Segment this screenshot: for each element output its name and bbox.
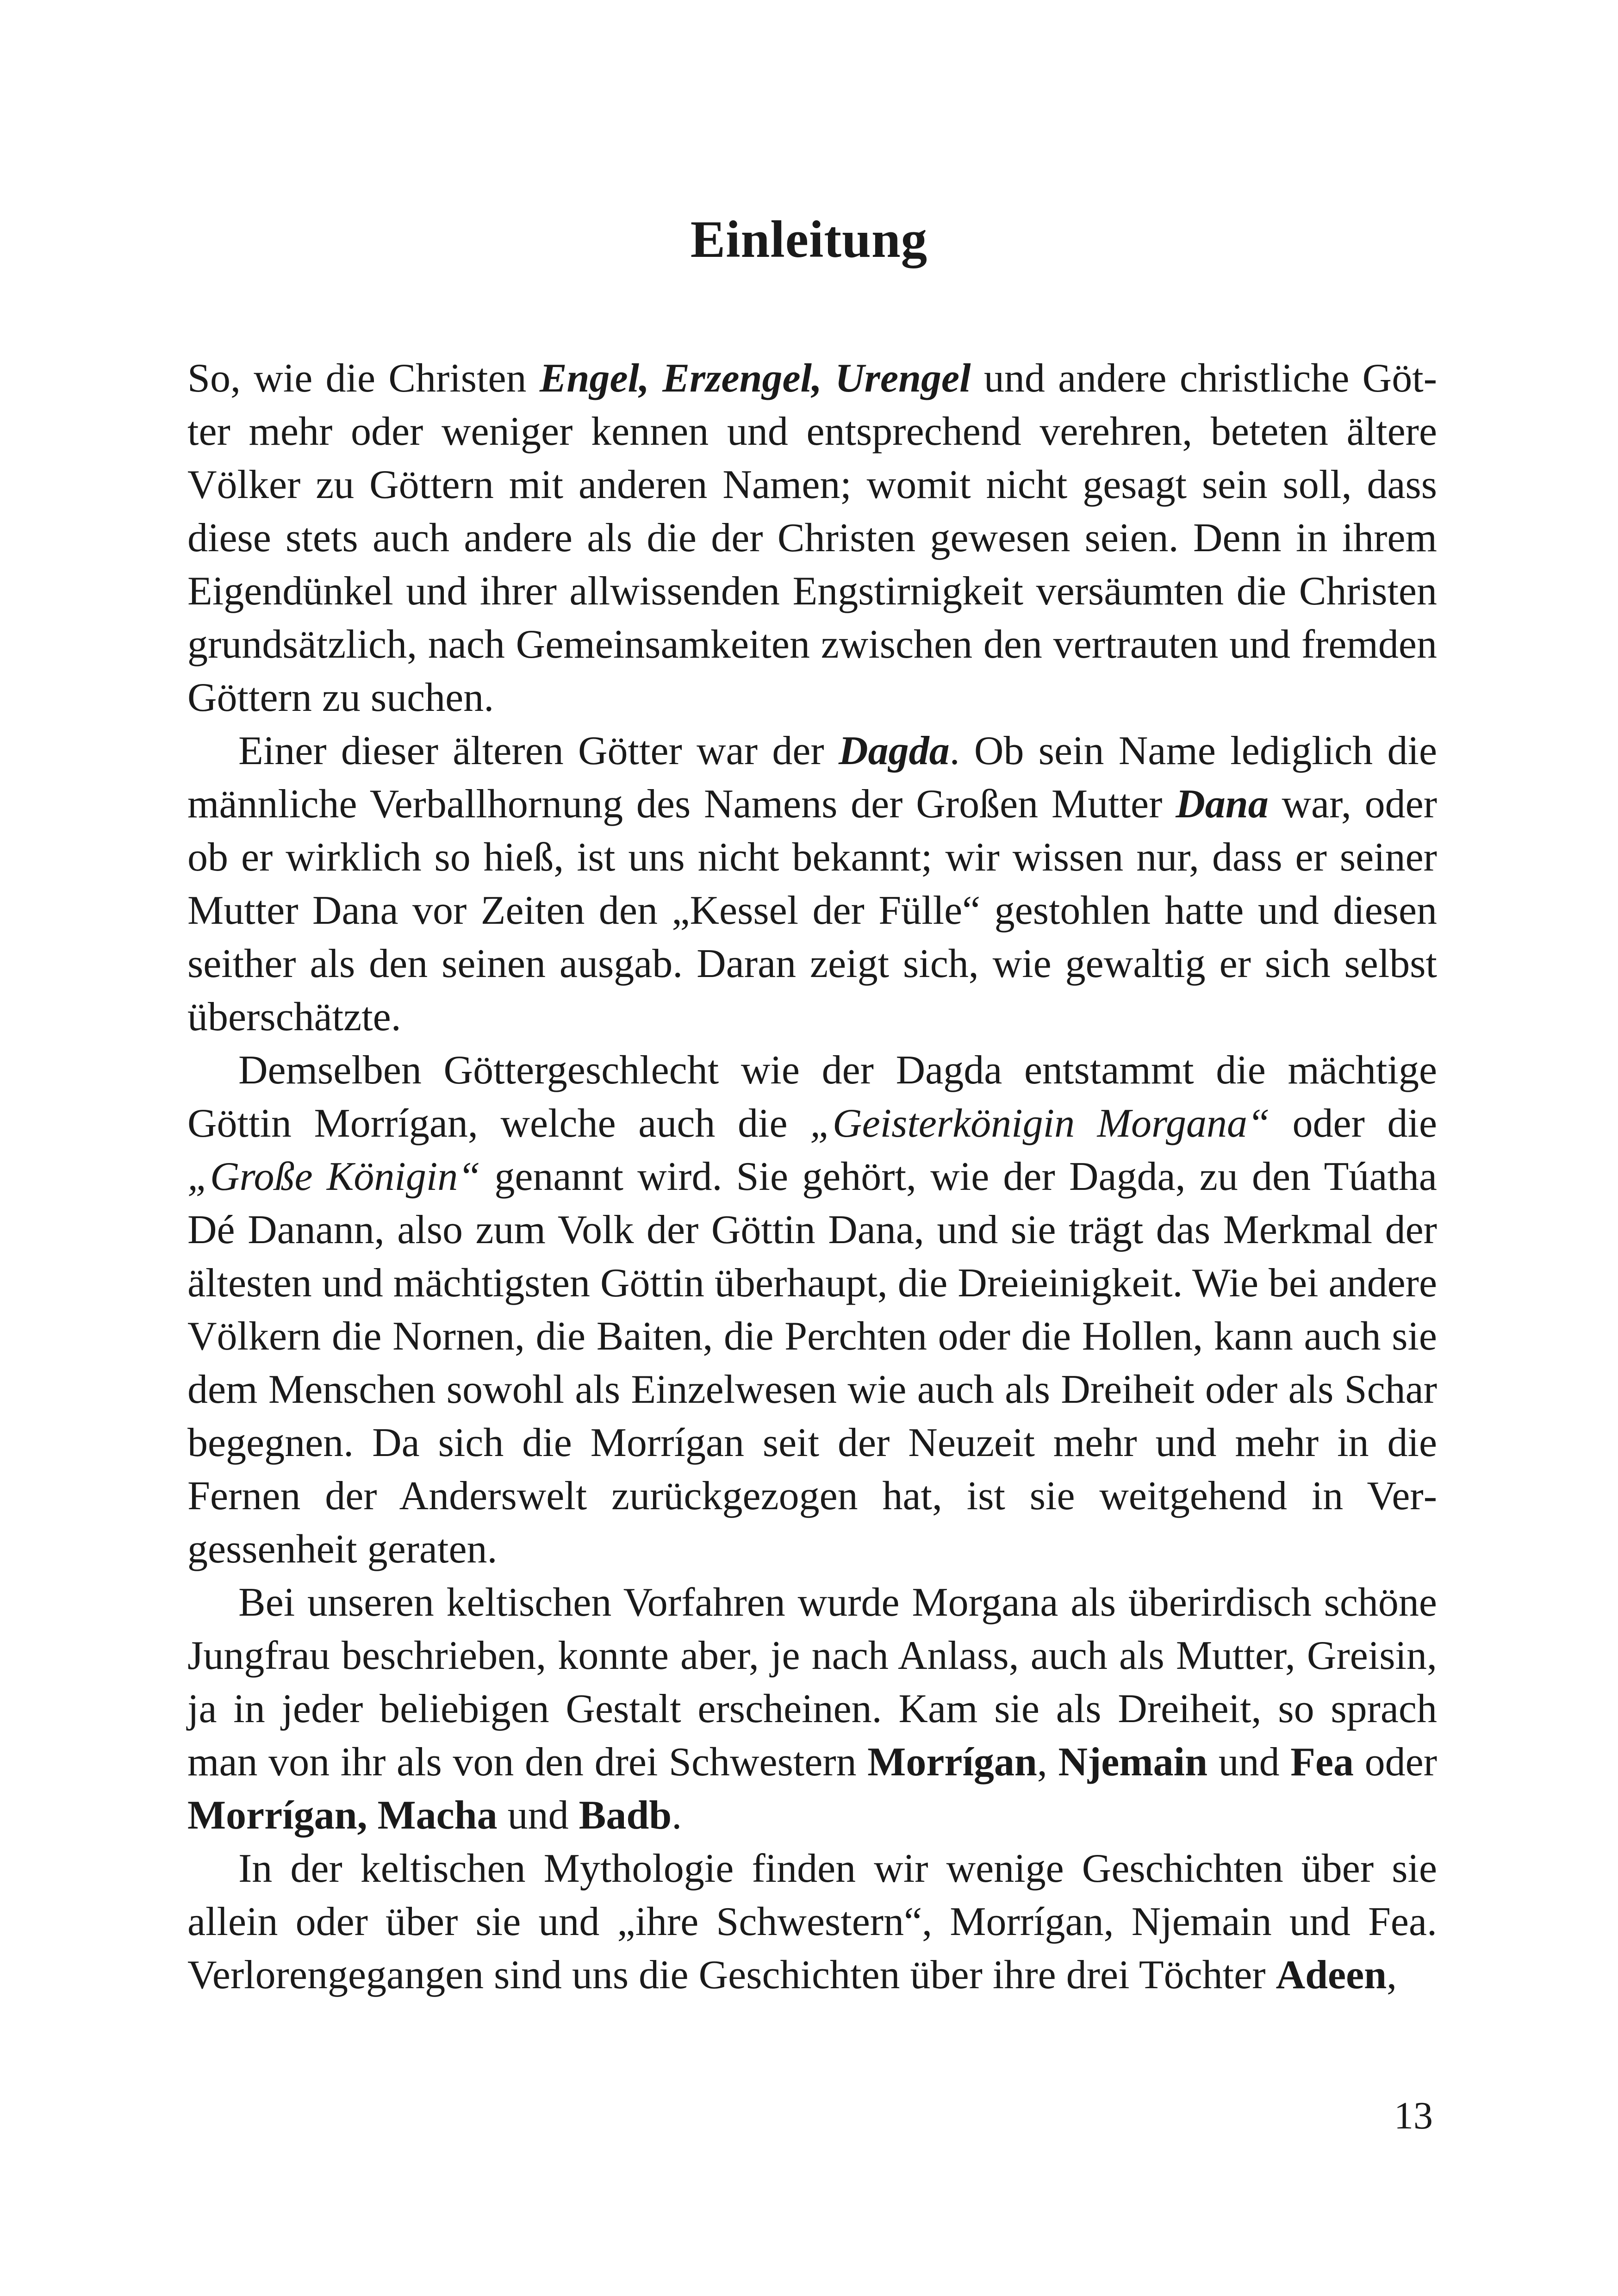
paragraph-5 [187,1842,1437,2002]
text-segment: , [1037,1740,1058,1785]
text-segment: . [672,1793,682,1838]
text-segment: war, oder ob er wirklich so hieß, ist uns nicht bekannt; wir wissen nur, dass er seiner Mutter Dana vor Zeiten den „Kessel der Fülle“ gestohlen hatte und diesen seither als den seinen ausgab. Daran zeigt sich, wie gewaltig er sich selbst überschätzte. [187,782,1437,1039]
paragraph-2 [187,724,1437,1044]
emphasis-engel: Engel, Erzengel, Urengel [539,356,971,401]
emphasis-dagda: Dagda [839,728,950,773]
text-segment: Demselben Göttergeschlecht wie der Dagda entstammt die mächtige Göttin Morrígan, welche auch die [187,1048,1437,1146]
text-segment: Einer dieser älteren Götter war der [238,728,839,773]
text-segment: oder [1354,1740,1437,1785]
text-segment: . Ob sein Name lediglich die männliche Verballhornung des Namens der Großen Mutter [187,728,1437,827]
text-segment: und andere christliche Götter mehr oder weniger kennen und entsprechend verehren, beteten ältere Völker zu Göttern mit anderen Namen; womit nicht gesagt sein soll, dass diese stets auch andere als die der Christen gewesen seien. Denn in ihrem Eigendünkel und ihrer allwissenden Engstirnigkeit versäumten die Christen grundsätzlich, nach Gemeinsamkeiten zwischen den vertrauten und fremden Göttern zu suchen. [187,356,1437,720]
paragraph-4 [187,1576,1437,1842]
chapter-title: Einleitung [690,211,928,268]
bold-morrigan: Morrígan [867,1740,1037,1785]
bold-fea: Fea [1290,1740,1354,1785]
text-segment: Bei unseren keltischen Vorfahren wurde Morgana als überirdisch schöne Jungfrau beschrieben, konnte aber, je nach Anlass, auch als Mutter, Greisin, ja in jeder beliebigen Gestalt erscheinen. Kam sie als Dreiheit, so sprach man von ihr als von den drei Schwestern [187,1580,1437,1785]
bold-njemain: Njemain [1058,1740,1208,1785]
italic-geisterkoenigin: „Geisterkönigin Morgana“ [810,1101,1270,1146]
emphasis-dana: Dana [1176,782,1269,827]
page-number: 13 [1394,2094,1433,2137]
text-segment: In der keltischen Mythologie finden wir wenige Geschichten über sie allein oder über sie und „ihre Schwestern“, Morrígan, Njemain und Fea. Verlorengegangen sind uns die Geschichten über ihre drei Töchter [187,1846,1437,1997]
paragraph-1 [187,352,1437,724]
body-text [187,352,1437,2002]
bold-morrigan-macha: Morrígan, Macha [187,1793,498,1838]
text-segment: , [1387,1953,1397,1997]
bold-adeen: Adeen [1276,1953,1387,1997]
text-segment: So, wie die Christen [187,356,540,401]
bold-badb: Badb [579,1793,672,1838]
text-segment: und [497,1793,579,1838]
text-segment: oder die [1270,1101,1437,1146]
text-segment: und [1207,1740,1291,1785]
text-segment: genannt wird. Sie gehört, wie der Dagda, zu den Túatha Dé Danann, also zum Volk der Göttin Dana, und sie trägt das Merkmal der ältesten und mächtigsten Göttin überhaupt, die Dreieinigkeit. Wie bei andere Völkern die Nornen, die Baiten, die Perchten oder die Hollen, kann auch sie dem Menschen sowohl als Einzelwesen wie auch als Dreiheit oder als Schar begegnen. Da sich die Morrígan seit der Neuzeit mehr und mehr in die Fernen der Anderswelt zurückgezogen hat, ist sie weitgehend in Vergessenheit geraten. [187,1154,1437,1572]
italic-grosse-koenigin: „Große Königin“ [187,1154,481,1199]
paragraph-3 [187,1044,1437,1576]
